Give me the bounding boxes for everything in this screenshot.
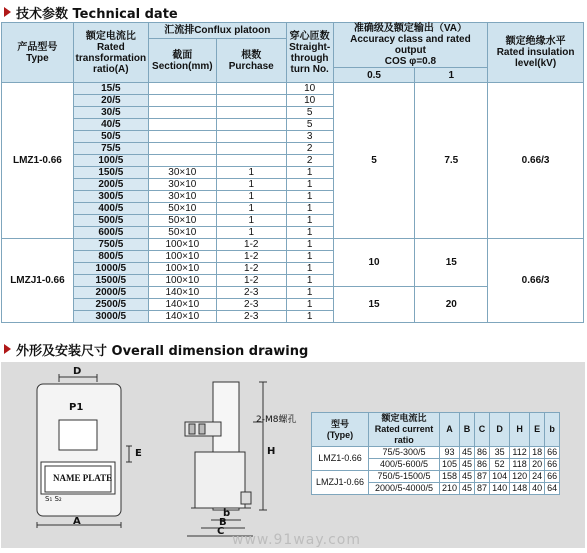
dim-cell: 52 xyxy=(490,459,510,471)
ratio-cell: 600/5 xyxy=(73,227,148,239)
purchase-cell: 1-2 xyxy=(216,263,286,275)
purchase-cell xyxy=(216,131,286,143)
dim-ratio: 75/5-300/5 xyxy=(369,447,440,459)
turn-cell: 1 xyxy=(286,299,333,311)
label-c: C xyxy=(217,526,225,537)
section-cell: 140×10 xyxy=(148,287,216,299)
purchase-cell: 1-2 xyxy=(216,251,286,263)
purchase-cell: 1 xyxy=(216,215,286,227)
turn-cell: 1 xyxy=(286,179,333,191)
header-insulation: 额定绝缘水平 Rated insulation level(kV) xyxy=(488,23,584,83)
dim-col: D xyxy=(490,413,510,447)
purchase-cell: 1 xyxy=(216,191,286,203)
ratio-cell: 150/5 xyxy=(73,167,148,179)
ratio-cell: 15/5 xyxy=(73,83,148,95)
dim-cell: 86 xyxy=(475,459,490,471)
triangle-bullet-icon xyxy=(4,7,11,17)
dim-header-ratio: 额定电流比 Rated current ratio xyxy=(369,413,440,447)
purchase-cell: 1-2 xyxy=(216,239,286,251)
section-cell: 50×10 xyxy=(148,203,216,215)
section-cell: 100×10 xyxy=(148,275,216,287)
purchase-cell: 1 xyxy=(216,227,286,239)
turn-cell: 1 xyxy=(286,251,333,263)
table-row xyxy=(2,239,584,251)
dim-cell: 87 xyxy=(475,471,490,483)
turn-cell: 10 xyxy=(286,83,333,95)
label-h: H xyxy=(267,446,276,457)
ratio-cell: 300/5 xyxy=(73,191,148,203)
acc-1-group3: 20 xyxy=(415,287,488,323)
dim-ratio: 750/5-1500/5 xyxy=(369,471,440,483)
dim-col: H xyxy=(510,413,530,447)
label-d: D xyxy=(73,366,82,377)
acc-05-group2: 10 xyxy=(333,239,415,287)
dim-cell: 66 xyxy=(545,471,560,483)
dim-cell: 64 xyxy=(545,483,560,495)
section-cell: 140×10 xyxy=(148,311,216,323)
dim-col: A xyxy=(440,413,460,447)
dim-cell: 35 xyxy=(490,447,510,459)
header-accuracy: 准确级及额定输出（VA） Accuracy class and rated output COS φ=0.8 xyxy=(333,23,488,68)
purchase-cell xyxy=(216,83,286,95)
technical-table xyxy=(1,22,584,323)
dim-col: C xyxy=(475,413,490,447)
label-p1: P1 xyxy=(69,402,84,413)
turn-cell: 1 xyxy=(286,239,333,251)
ratio-cell: 75/5 xyxy=(73,143,148,155)
acc-05-group1: 5 xyxy=(333,83,415,239)
ratio-cell: 3000/5 xyxy=(73,311,148,323)
dim-type-lmz1: LMZ1-0.66 xyxy=(312,447,369,471)
turn-cell: 5 xyxy=(286,107,333,119)
header-conflux: 汇流排Conflux platoon xyxy=(148,23,286,39)
turn-cell: 2 xyxy=(286,155,333,167)
dim-cell: 210 xyxy=(440,483,460,495)
purchase-cell: 1-2 xyxy=(216,275,286,287)
header-acc-1: 1 xyxy=(415,68,488,83)
ratio-cell: 1000/5 xyxy=(73,263,148,275)
busbar-window xyxy=(59,420,97,450)
turn-cell: 2 xyxy=(286,143,333,155)
triangle-bullet-icon xyxy=(4,344,11,354)
purchase-cell: 1 xyxy=(216,179,286,191)
dim-cell: 87 xyxy=(475,483,490,495)
turn-cell: 1 xyxy=(286,275,333,287)
dim-cell: 24 xyxy=(530,471,545,483)
turn-cell: 3 xyxy=(286,131,333,143)
dim-cell: 140 xyxy=(490,483,510,495)
ratio-cell: 400/5 xyxy=(73,203,148,215)
label-e: E xyxy=(135,448,142,459)
section-cell xyxy=(148,119,216,131)
ratio-cell: 200/5 xyxy=(73,179,148,191)
label-b-small: b xyxy=(223,508,231,519)
dim-cell: 86 xyxy=(475,447,490,459)
section-cell xyxy=(148,155,216,167)
section-cell: 100×10 xyxy=(148,239,216,251)
nameplate-text: NAME PLATE xyxy=(53,473,113,483)
purchase-cell: 1 xyxy=(216,203,286,215)
insulation-group1: 0.66/3 xyxy=(488,83,584,239)
dim-cell: 120 xyxy=(510,471,530,483)
turn-cell: 5 xyxy=(286,119,333,131)
acc-05-group3: 15 xyxy=(333,287,415,323)
ratio-cell: 500/5 xyxy=(73,215,148,227)
acc-1-group2: 15 xyxy=(415,239,488,287)
dim-cell: 118 xyxy=(510,459,530,471)
section-cell: 140×10 xyxy=(148,299,216,311)
dim-cell: 45 xyxy=(460,459,475,471)
dim-cell: 148 xyxy=(510,483,530,495)
ratio-cell: 750/5 xyxy=(73,239,148,251)
turn-cell: 1 xyxy=(286,263,333,275)
dimension-table xyxy=(311,412,560,495)
dim-col: b xyxy=(545,413,560,447)
insulation-group2: 0.66/3 xyxy=(488,239,584,323)
dimension-drawing xyxy=(1,362,301,548)
ratio-cell: 100/5 xyxy=(73,155,148,167)
turn-cell: 1 xyxy=(286,203,333,215)
dim-col: E xyxy=(530,413,545,447)
purchase-cell xyxy=(216,155,286,167)
dim-header-type: 型号 (Type) xyxy=(312,413,369,447)
heading-text: 外形及安装尺寸 Overall dimension drawing xyxy=(16,343,309,359)
turn-cell: 10 xyxy=(286,95,333,107)
dimension-drawing-panel xyxy=(1,362,585,548)
section-cell xyxy=(148,143,216,155)
turn-cell: 1 xyxy=(286,191,333,203)
section-cell: 50×10 xyxy=(148,227,216,239)
section-cell xyxy=(148,95,216,107)
heading-text: 技术参数 Technical date xyxy=(16,6,178,22)
dim-cell: 158 xyxy=(440,471,460,483)
dim-cell: 20 xyxy=(530,459,545,471)
technical-date-heading xyxy=(0,3,178,21)
turn-cell: 1 xyxy=(286,167,333,179)
header-type: 产品型号 Type xyxy=(2,23,74,83)
ratio-cell: 2500/5 xyxy=(73,299,148,311)
dimension-heading xyxy=(0,340,308,358)
purchase-cell: 2-3 xyxy=(216,311,286,323)
dim-cell: 105 xyxy=(440,459,460,471)
dim-ratio: 2000/5-4000/5 xyxy=(369,483,440,495)
dim-ratio: 400/5-600/5 xyxy=(369,459,440,471)
dim-cell: 112 xyxy=(510,447,530,459)
turn-cell: 1 xyxy=(286,311,333,323)
purchase-cell: 2-3 xyxy=(216,299,286,311)
label-b: B xyxy=(219,517,227,528)
ratio-cell: 2000/5 xyxy=(73,287,148,299)
acc-1-group1: 7.5 xyxy=(415,83,488,239)
dim-cell: 18 xyxy=(530,447,545,459)
dim-cell: 45 xyxy=(460,471,475,483)
ratio-cell: 50/5 xyxy=(73,131,148,143)
section-cell: 100×10 xyxy=(148,263,216,275)
ratio-cell: 30/5 xyxy=(73,107,148,119)
turn-cell: 1 xyxy=(286,215,333,227)
type-lmzj1: LMZJ1-0.66 xyxy=(2,239,74,323)
dim-type-lmzj1: LMZJ1-0.66 xyxy=(312,471,369,495)
ratio-cell: 1500/5 xyxy=(73,275,148,287)
ratio-cell: 40/5 xyxy=(73,119,148,131)
section-cell: 30×10 xyxy=(148,179,216,191)
purchase-cell xyxy=(216,95,286,107)
section-cell: 30×10 xyxy=(148,167,216,179)
ratio-cell: 800/5 xyxy=(73,251,148,263)
dim-cell: 93 xyxy=(440,447,460,459)
purchase-cell: 2-3 xyxy=(216,287,286,299)
section-cell: 100×10 xyxy=(148,251,216,263)
section-cell: 30×10 xyxy=(148,191,216,203)
purchase-cell xyxy=(216,143,286,155)
header-section: 截面 Section(mm) xyxy=(148,39,216,83)
type-lmz1: LMZ1-0.66 xyxy=(2,83,74,239)
watermark: www.91way.com xyxy=(232,532,361,548)
terminal-s1s2: S₁ S₂ xyxy=(45,495,62,503)
header-purchase: 根数 Purchase xyxy=(216,39,286,83)
purchase-cell: 1 xyxy=(216,167,286,179)
dim-cell: 104 xyxy=(490,471,510,483)
section-cell xyxy=(148,107,216,119)
header-ratio: 额定电流比 Rated transformation ratio(A) xyxy=(73,23,148,83)
section-cell xyxy=(148,131,216,143)
purchase-cell xyxy=(216,119,286,131)
dim-cell: 45 xyxy=(460,483,475,495)
dim-col: B xyxy=(460,413,475,447)
section-cell xyxy=(148,83,216,95)
ratio-cell: 20/5 xyxy=(73,95,148,107)
label-a: A xyxy=(73,516,81,527)
turn-cell: 1 xyxy=(286,227,333,239)
dim-cell: 45 xyxy=(460,447,475,459)
dim-cell: 66 xyxy=(545,447,560,459)
dim-cell: 66 xyxy=(545,459,560,471)
table-row xyxy=(2,83,584,95)
turn-cell: 1 xyxy=(286,287,333,299)
m8-hole-label: 2-M8螺孔 xyxy=(256,415,297,425)
dim-cell: 40 xyxy=(530,483,545,495)
header-acc-05: 0.5 xyxy=(333,68,415,83)
header-turn: 穿心匝数 Straight- through turn No. xyxy=(286,23,333,83)
section-cell: 50×10 xyxy=(148,215,216,227)
purchase-cell xyxy=(216,107,286,119)
